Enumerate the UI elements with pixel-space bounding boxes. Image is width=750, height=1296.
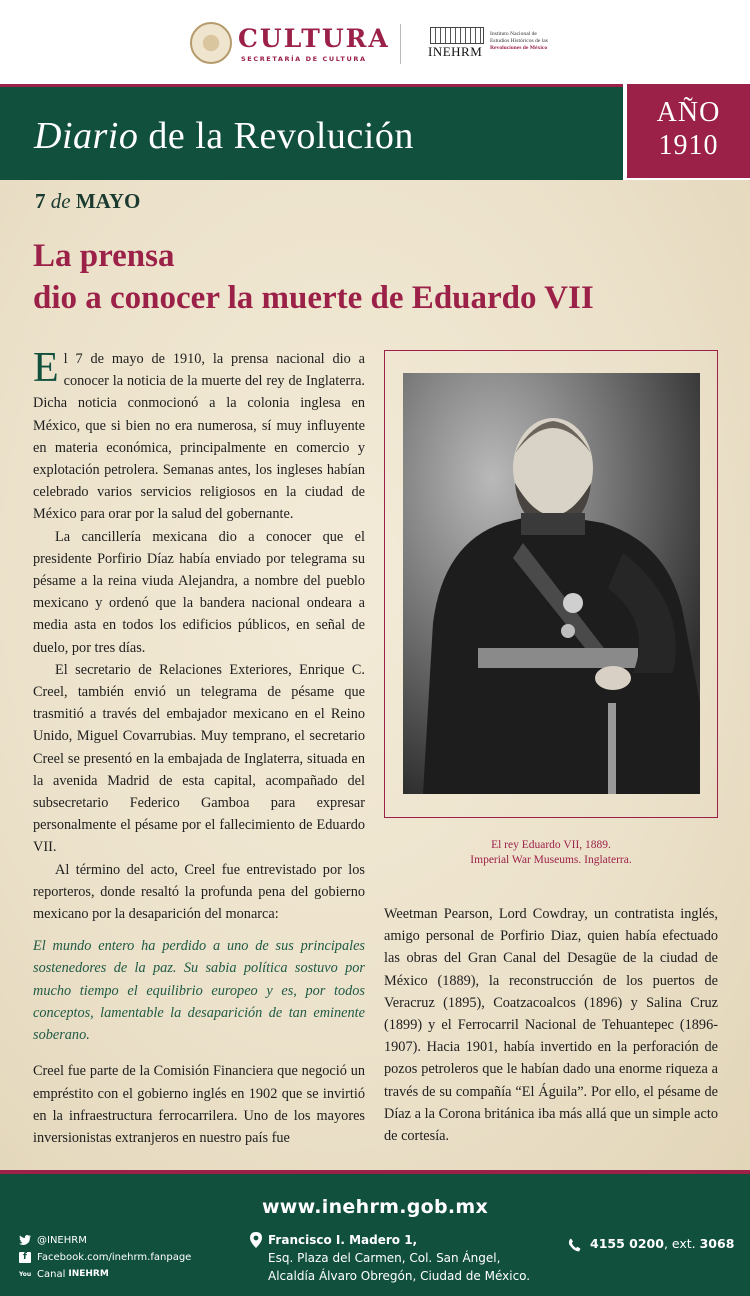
date-de: de: [50, 189, 71, 213]
youtube-name: INEHRM: [68, 1269, 109, 1279]
article-headline: [33, 235, 733, 319]
inehrm-name-line2: Estudios Históricos de las: [490, 38, 548, 44]
facebook-link[interactable]: [19, 1249, 191, 1266]
website-link[interactable]: www.inehrm.gob.mx: [261, 1196, 489, 1218]
paragraph-3: El secretario de Relaciones Exteriores, Enrique C. Creel, también envió un telegrama de pésame que trasmitió a través del embajador mexicano en el Reino Unido, Miguel Covarrubias. Muy temprano, el secretario Creel se presentó en la embajada de Inglaterra, situada en la avenida Madrid de esta capital, acompañado del subsecretario Federico Gamboa para expresar personalmente el pésame por el fallecimiento de Eduardo VII.: [33, 661, 365, 856]
address: [268, 1231, 530, 1285]
paragraph-4: Al término del acto, Creel fue entrevistado por los reporteros, donde resaltó la profunda pena del gobierno mexicano por la desaparición del monarca:: [33, 861, 365, 923]
address-line3: Alcaldía Álvaro Obregón, Ciudad de México.: [268, 1269, 531, 1283]
article-date: [35, 189, 140, 214]
year-badge: [623, 84, 750, 182]
quote: El mundo entero ha perdido a uno de sus principales sostenedores de la paz. Su sabia política sostuvo por mucho tiempo el equilibrio europeo y es, por todos conceptos, lamentable la desaparición de tan eminente soberano.: [33, 938, 365, 1044]
youtube-link[interactable]: [19, 1266, 191, 1283]
cultura-logo-subtitle: SECRETARÍA DE CULTURA: [241, 55, 367, 63]
caption-line1: El rey Eduardo VII, 1889.: [491, 839, 611, 851]
twitter-link[interactable]: [19, 1232, 191, 1249]
portrait-photo: [403, 373, 700, 794]
facebook-url: Facebook.com/inehrm.fanpage: [37, 1252, 192, 1263]
phone-number[interactable]: 4155 0200, ext. 3068: [590, 1236, 735, 1251]
article-left-column: [33, 345, 365, 1149]
paragraph-6: Weetman Pearson, Lord Cowdray, un contratista inglés, amigo personal de Porfirio Diaz, quien había efectuado las obras del Gran Canal del Desagüe de la ciudad de México (1889), la reconstrucción de los puertos de Veracruz (1895), Coatzacoalcos (1896) y Salina Cruz (1899) y el Ferrocarril Nacional de Tehuantepec (1896-1907). Hacia 1901, había invertido en la perforación de pozos petroleros que le habían dado una enorme riqueza a través de su compañía “El Águila”. Por ello, el pésame de Díaz a la Corona británica iba más allá que un simple acto de cortesía.: [384, 906, 718, 1145]
photo-caption: [384, 838, 718, 868]
inehrm-name-line3: Revoluciones de México: [490, 45, 548, 51]
social-links: [19, 1232, 191, 1283]
headline-line2: dio a conocer la muerte de Eduardo VII: [33, 280, 594, 316]
publication-title-rest: de la Revolución: [138, 115, 414, 157]
inehrm-name-line1: Instituto Nacional de: [490, 31, 537, 37]
paragraph-2: La cancillería mexicana dio a conocer que el presidente Porfirio Díaz había enviado por telegrama su pésame a la reina viuda Alejandra, a nombre del pueblo mexicano y ordenó que la bandera nacional ondeara a media asta en todos los edificios públicos, en señal de duelo, por tres días.: [33, 528, 365, 656]
address-line2: Esq. Plaza del Carmen, Col. San Ángel,: [268, 1251, 501, 1265]
header-divider: [400, 24, 401, 64]
phone-icon: [568, 1238, 582, 1252]
footer: [0, 1170, 750, 1296]
paragraph-5: Creel fue parte de la Comisión Financiera que negoció un empréstito con el gobierno inglés en 1902 que se invirtió en la infraestructura ferrocarrilera. Uno de los mayores inversionistas extranjeros en nuestro país fue: [33, 1063, 365, 1146]
inehrm-full-name: [490, 31, 580, 52]
facebook-icon: f: [19, 1252, 31, 1263]
date-day: 7: [35, 189, 46, 213]
location-pin-icon: [250, 1232, 262, 1248]
drop-cap: E: [33, 345, 59, 391]
date-month: MAYO: [75, 189, 141, 213]
paragraph-1: El 7 de mayo de 1910, la prensa nacional dio a conocer la noticia de la muerte del rey de Inglaterra. Dicha noticia conmocionó a la colonia inglesa en México, que si bien no era numerosa, sí muy influyente en materia económica, principalmente en comercio y explotación petrolera. Semanas antes, los ingleses habían celebrado varios servicios religiosos en la ciudad de México para orar por la salud del gobernante.: [33, 345, 365, 523]
youtube-icon: You: [19, 1271, 32, 1278]
top-header: [0, 0, 750, 84]
year-label: AÑO: [656, 97, 721, 128]
publication-title: [34, 114, 414, 158]
article-right-column: [384, 903, 718, 1147]
mexico-seal-logo: [190, 22, 232, 64]
twitter-icon: [19, 1235, 31, 1246]
publication-title-italic: Diario: [34, 115, 139, 157]
caption-line2: Imperial War Museums. Inglaterra.: [470, 854, 632, 866]
youtube-prefix: Canal: [37, 1269, 66, 1280]
cultura-logo-title: CULTURA: [238, 24, 390, 53]
year-value: 1910: [658, 130, 719, 161]
inehrm-building-logo: [430, 27, 484, 44]
inehrm-logo-text: INEHRM: [428, 44, 483, 59]
headline-line1: La prensa: [33, 238, 175, 274]
twitter-handle: @INEHRM: [37, 1235, 87, 1246]
address-line1: Francisco I. Madero 1,: [268, 1233, 418, 1247]
